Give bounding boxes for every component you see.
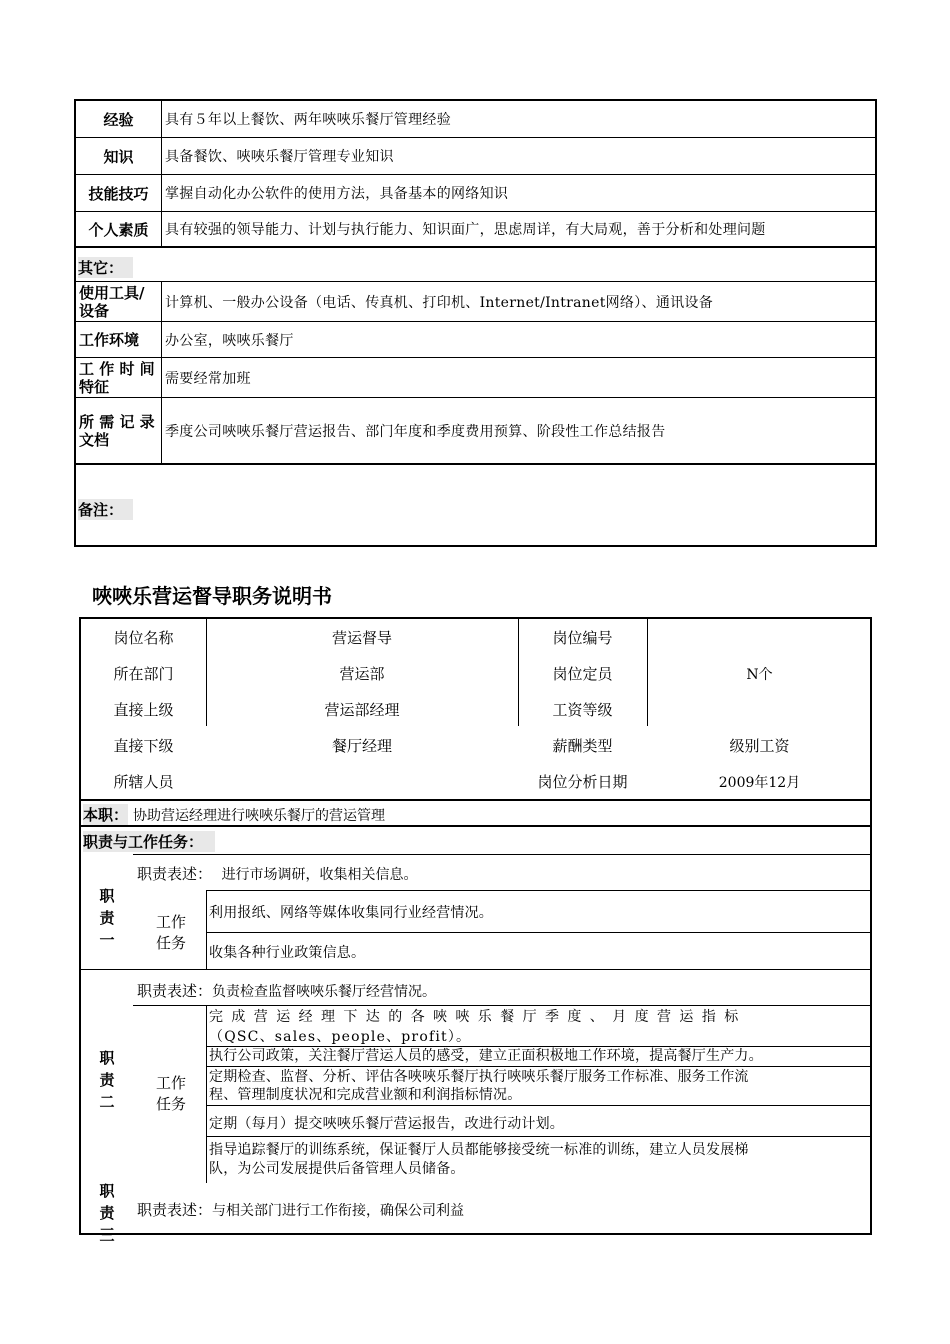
duty-2-task-3-line-1: 定期检查、监督、分析、评估各唊唊乐餐厅执行唊唊乐餐厅服务工作标准、服务工作流 <box>209 1069 749 1085</box>
duty-2-task-5-line-1: 指导追踪餐厅的训练系统，保证餐厅人员都能够接受统一标准的训练，建立人员发展梯 <box>209 1142 749 1158</box>
qualifications-table <box>74 99 877 547</box>
value-department: 营运部 <box>339 665 385 683</box>
row-knowledge <box>76 137 875 174</box>
divider-duty2-task3 <box>206 1066 870 1067</box>
label-staff: 所辖人员 <box>113 773 174 791</box>
label-position-no: 岗位编号 <box>552 629 613 647</box>
value-records: 季度公司唊唊乐餐厅营运报告、部门年度和季度费用预算、阶段性工作总结报告 <box>165 423 666 440</box>
value-pay-type: 级别工资 <box>729 737 790 755</box>
divider-duty1-tasks <box>206 890 870 891</box>
value-headcount: N个 <box>746 667 773 683</box>
divider-duties-header <box>81 825 870 827</box>
duty-2-task-2: 执行公司政策，关注餐厅营运人员的感受，建立正面积极地工作环境，提高餐厅生产力。 <box>209 1048 763 1064</box>
divider-duty2-top <box>81 969 870 970</box>
label-grade: 工资等级 <box>552 701 613 719</box>
value-skills: 掌握自动化办公软件的使用方法，具备基本的网络知识 <box>165 186 509 202</box>
row-notes <box>76 463 875 547</box>
duty-1-desc: 职责表述： 进行市场调研，收集相关信息。 <box>137 865 418 883</box>
notes-header: 备注： <box>78 499 133 520</box>
duty-3-label: 职责三 <box>99 1182 115 1244</box>
duty-2-task-1-line-2: （QSC、sales、people、profit）。 <box>209 1029 472 1045</box>
row-records <box>76 397 875 463</box>
label-skills: 技能技巧 <box>76 175 162 211</box>
main-duty-label: 本职： <box>83 806 129 824</box>
main-duty-value: 协助营运经理进行唊唊乐餐厅的营运管理 <box>133 808 385 824</box>
label-tools: 使用工具/ 设备 <box>76 282 162 321</box>
page-title: 唊唊乐营运督导职务说明书 <box>92 584 332 608</box>
label-work-environment: 工作环境 <box>76 322 162 357</box>
value-superior: 营运部经理 <box>324 701 400 719</box>
divider-duty2-task5 <box>206 1136 870 1137</box>
duty-2-desc: 职责表述：负责检查监督唊唊乐餐厅经营情况。 <box>137 982 437 1000</box>
value-tools: 计算机、一般办公设备（电话、传真机、打印机、Internet/Intranet网络）、通讯设备 <box>165 294 714 311</box>
row-other-header <box>76 246 875 281</box>
label-department: 所在部门 <box>113 665 174 683</box>
divider-main-duty <box>81 799 870 801</box>
label-experience: 经验 <box>76 101 162 137</box>
job-description-table <box>79 617 872 1244</box>
value-knowledge: 具备餐饮、唊唊乐餐厅管理专业知识 <box>165 149 394 165</box>
label-analysis-date: 岗位分析日期 <box>537 773 628 791</box>
duty-1-label: 职责一 <box>99 887 115 949</box>
row-experience <box>76 101 875 137</box>
divider-duty2-tasks <box>133 1005 870 1006</box>
label-headcount: 岗位定员 <box>552 665 613 683</box>
divider-duty2-task4 <box>206 1105 870 1106</box>
value-work-environment: 办公室，唊唊乐餐厅 <box>165 332 294 349</box>
value-position-name: 营运督导 <box>331 629 392 647</box>
label-position-name: 岗位名称 <box>113 629 174 647</box>
value-subordinate: 餐厅经理 <box>331 737 392 755</box>
label-records: 所 需 记 录 文档 <box>76 398 162 463</box>
label-subordinate: 直接下级 <box>113 737 174 755</box>
label-superior: 直接上级 <box>113 701 174 719</box>
value-experience: 具有５年以上餐饮、两年唊唊乐餐厅管理经验 <box>165 112 451 128</box>
row-tools <box>76 281 875 321</box>
row-work-time <box>76 357 875 397</box>
duty-1-task-2: 收集各种行业政策信息。 <box>209 945 366 961</box>
label-knowledge: 知识 <box>76 138 162 174</box>
divider-duty1-task2 <box>206 932 870 933</box>
row-work-environment <box>76 321 875 357</box>
duty-2-task-5-line-2: 队，为公司发展提供后备管理人员储备。 <box>209 1161 465 1177</box>
row-skills <box>76 174 875 211</box>
value-work-time: 需要经常加班 <box>165 370 251 387</box>
label-personal-quality: 个人素质 <box>76 212 162 246</box>
value-analysis-date: 2009年12月 <box>718 775 801 791</box>
row-personal-quality <box>76 211 875 246</box>
label-work-time: 工 作 时 间 特征 <box>76 358 162 397</box>
value-personal-quality: 具有较强的领导能力、计划与执行能力、知识面广，思虑周详，有大局观，善于分析和处理问题 <box>165 222 766 238</box>
other-header: 其它： <box>78 257 133 278</box>
duty-1-task-label: 工作任务 <box>155 913 186 952</box>
duty-2-task-1-line-1: 完成营运经理下达的各唊唊乐餐厅季度、月度营运指标 <box>209 1009 747 1025</box>
duty-3-desc: 职责表述：与相关部门进行工作衔接，确保公司利益 <box>137 1201 465 1219</box>
duty-2-task-divider <box>206 1005 207 1183</box>
duty-2-task-label: 工作任务 <box>155 1074 186 1113</box>
label-pay-type: 薪酬类型 <box>552 737 613 755</box>
duty-2-label: 职责二 <box>99 1049 115 1111</box>
duty-1-task-divider <box>206 890 207 969</box>
divider-duty1-top <box>133 854 870 855</box>
duties-header: 职责与工作任务： <box>83 831 215 852</box>
duty-1-task-1: 利用报纸、网络等媒体收集同行业经营情况。 <box>209 905 493 921</box>
duty-2-task-4: 定期（每月）提交唊唊乐餐厅营运报告，改进行动计划。 <box>209 1116 564 1132</box>
duty-2-task-3-line-2: 程、管理制度状况和完成营业额和利润指标情况。 <box>209 1087 522 1103</box>
